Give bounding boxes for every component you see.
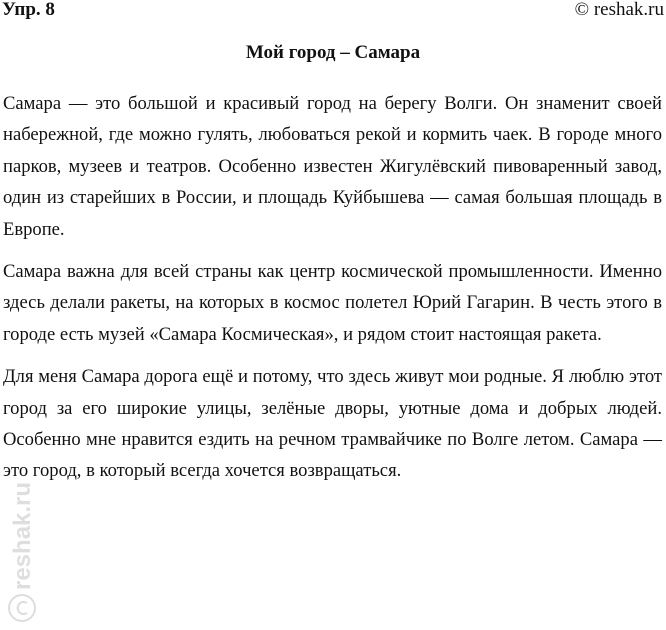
watermark-text: reshak.ru	[9, 481, 36, 590]
paragraph-1: Самара — это большой и красивый город на берегу Волги. Он знаменит своей набережной, где можно гулять, любоваться рекой и кормить чаек. В городе много парков, музеев и театров. Особенно известен Жигулёвский пивоваренный завод, один из старейших в России, и площадь Куйбышева — самая большая площадь в Европе.	[3, 93, 662, 240]
exercise-label: Упр. 8	[2, 0, 55, 20]
essay-title: Мой город – Самара	[245, 42, 421, 63]
copyright-notice: © reshak.ru	[574, 0, 664, 20]
paragraph-3: Для меня Самара дорога ещё и потому, что здесь живут мои родные. Я люблю этот город за его широкие улицы, зелёные дворы, уютные дома и добрых людей. Особенно мне нравится ездить на речном трамвайчике по Волге летом. Самара — это город, в который всегда хочется возвращаться.	[3, 366, 662, 482]
copyright-icon	[9, 595, 35, 621]
page-header	[0, 0, 666, 22]
essay-body	[3, 88, 662, 498]
paragraph-2: Самара важна для всей страны как центр космической промышленности. Именно здесь делали ракеты, на которых в космос полетел Юрий Гагарин. В честь этого в городе есть музей «Самара Космическая», и рядом стоит настоящая ракета.	[3, 261, 662, 345]
